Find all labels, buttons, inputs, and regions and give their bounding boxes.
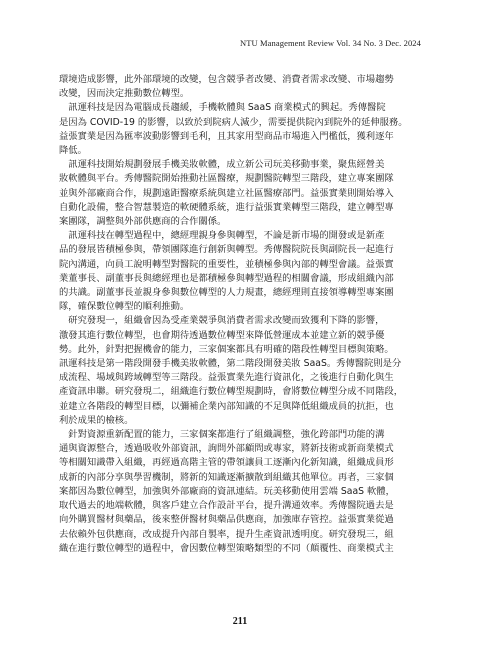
text-line: 織在進行數位轉型的過程中，會因數位轉型策略類型的不同（顛覆性、商業模式主 — [59, 542, 394, 554]
text-line: 訊運科技是因為電腦成長趨緩，手機軟體與 SaaS 商業模式的興起。秀傳醫院 — [59, 102, 386, 114]
text-line: 降低。 — [59, 145, 87, 157]
text-line: 隊，確保數位轉型的順利推動。 — [59, 301, 190, 313]
text-line: 產資訊串聯。研究發現二，組織進行數位轉型規劃時，會將數位轉型分成不同階段， — [59, 386, 403, 398]
text-line: 並建立各階段的轉型目標，以彌補企業內部知識的不足與降低組織成員的抗拒，也 — [59, 400, 394, 412]
text-line: 研究發現一，組織會因為受產業競爭與消費者需求改變而致獲利下降的影響， — [59, 315, 385, 327]
page-number: 211 — [232, 616, 248, 627]
text-line: 益張實業是因為匯率波動影響到毛利，且其家用型商品市場進入門檻低，獲利逐年 — [59, 130, 394, 142]
paragraph — [59, 73, 422, 101]
text-line: 去依賴外包供應商，改成提升內部自製率，提升生產資訊透明度。研究發現三，組 — [59, 528, 394, 540]
text-line: 成新的內部分享與學習機制，將新的知識逐漸擴散到組織其他單位。再者，三家個 — [59, 471, 394, 483]
text-line: 訊運科技開始規劃發展手機美妝軟體，成立新公司玩美移動事業，聚焦經營美 — [59, 159, 385, 171]
text-line: 業董事長、副董事長與總經理也是都積極參與轉型過程的相關會議，形成組織內部 — [59, 272, 394, 284]
text-line: 訊運科技在轉型過程中，總經理親身參與轉型，不論是新市場的開發或是新產 — [59, 230, 385, 242]
paragraph — [59, 101, 422, 158]
text-line: 勢。此外，針對把握機會的能力，三家個案都具有明確的階段性轉型目標與策略。 — [59, 343, 394, 355]
paragraph — [59, 158, 422, 229]
text-line: 利於成果的檢核。 — [59, 414, 134, 426]
text-line: 妝軟體與平台。秀傳醫院開始推動社區醫療，規劃醫院轉型三階段，建立專案團隊 — [59, 173, 394, 185]
text-line: 改變，因而決定推動數位轉型。 — [59, 88, 190, 100]
text-line: 的共識。副董事長並親身參與數位轉型的人力規畫，總經理則直接領導轉型專案團 — [59, 287, 394, 299]
text-line: 案團隊，調整與外部供應商的合作關係。 — [59, 216, 227, 228]
text-line: 是因為 COVID-19 的影響，以致於到院病人減少，需要提供院內到院外的延伸服務。 — [59, 116, 408, 128]
text-line: 激發其進行數位轉型，也會期待透過數位轉型來降低營運成本並建立新的競爭優 — [59, 329, 385, 341]
paragraph — [59, 428, 422, 556]
text-line: 案都因為數位轉型，加強與外部廠商的資訊連結。玩美移動使用雲端 SaaS 軟體， — [59, 485, 395, 497]
text-line: 環境造成影響，此外部環境的改變，包含競爭者改變、消費者需求改變、市場趨勢 — [59, 74, 394, 85]
text-line: 針對資源重新配置的能力，三家個案都進行了組織調整，強化跨部門功能的溝 — [59, 429, 385, 441]
text-line: 成流程、場域與跨域轉型等三階段。益張實業先進行資訊化，之後進行自動化與生 — [59, 372, 394, 384]
running-header: NTU Management Review Vol. 34 No. 3 Dec. 2024 — [239, 38, 421, 48]
text-line: 院內溝通，向員工說明轉型對醫院的重要性，並積極參與內部的轉型會議。益張實 — [59, 258, 394, 270]
text-line: 通與資源整合，透過吸收外部資訊，詢問外部顧問或專家，將新技術或新商業模式 — [59, 443, 394, 455]
text-line: 訊運科技是第一階段開發手機美妝軟體，第二階段開發美妝 SaaS。秀傳醫院則是分 — [59, 358, 402, 370]
text-line: 向外購買醫材與藥品，後來整併醫材與藥品供應商，加強庫存管控。益張實業從過 — [59, 514, 394, 526]
text-line: 取代過去的地端軟體，與客戶建立合作設計平台，提升溝通效率。秀傳醫院過去是 — [59, 500, 394, 512]
text-line: 等相關知識帶入組織，再經過高階主管的帶領讓員工逐漸內化新知識，組織成員形 — [59, 457, 394, 469]
article-body — [59, 73, 422, 556]
text-line: 品的發展皆積極參與，帶領團隊進行創新與轉型。秀傳醫院院長與副院長一起進行 — [59, 244, 394, 256]
text-line: 自動化設備，整合智慧製造的軟硬體系統，進行益張實業轉型三階段，建立轉型專 — [59, 201, 394, 213]
paragraph — [59, 314, 422, 428]
text-line: 並與外部廠商合作，規劃遠距醫療系統與建立社區醫療部門。益張實業則開始導入 — [59, 187, 394, 199]
paragraph — [59, 229, 422, 314]
